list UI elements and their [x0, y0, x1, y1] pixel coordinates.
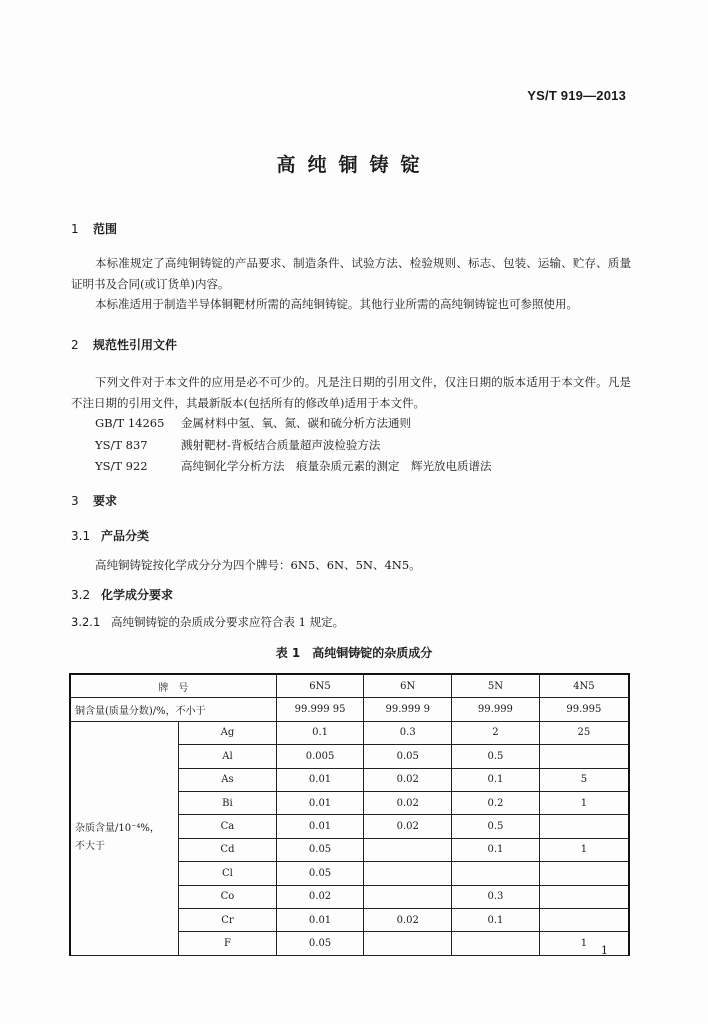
reference-item [95, 458, 492, 474]
reference-item [95, 437, 380, 453]
value-cell: 0.2 [452, 791, 540, 814]
page-number: 1 [601, 944, 608, 957]
subsection-title: 化学成分要求 [101, 588, 174, 602]
clause-number: 3.2.1 [71, 615, 101, 629]
value-cell: 0.01 [276, 791, 364, 814]
value-cell: 0.05 [276, 862, 364, 885]
value-cell [539, 745, 629, 768]
element-cell: Co [179, 885, 277, 908]
value-cell: 0.1 [452, 768, 540, 791]
reference-code: YS/T 922 [95, 459, 148, 473]
value-cell: 0.3 [364, 721, 452, 744]
value-cell: 0.02 [364, 768, 452, 791]
references-paragraph: 下列文件对于本文件的应用是必不可少的。凡是注日期的引用文件，仅注日期的版本适用于本文件。凡是不注日期的引用文件，其最新版本(包括所有的修改单)适用于本文件。 [71, 375, 631, 410]
element-cell: Ag [179, 721, 277, 744]
element-cell: Cr [179, 908, 277, 931]
reference-code: YS/T 837 [95, 438, 148, 452]
table-header-row [70, 674, 629, 698]
copper-content-label: 铜含量(质量分数)/%，不小于 [70, 698, 276, 721]
value-cell: 0.1 [452, 908, 540, 931]
scope-paragraph-2: 本标准适用于制造半导体铜靶材所需的高纯铜铸锭。其他行业所需的高纯铜铸锭也可参照使用。 [95, 297, 578, 311]
value-cell: 25 [539, 721, 629, 744]
impurity-table [69, 673, 630, 956]
reference-title: 金属材料中氢、氧、氮、碳和硫分析方法通则 [181, 416, 411, 430]
value-cell [364, 932, 452, 955]
element-cell: Cl [179, 862, 277, 885]
reference-code: GB/T 14265 [95, 416, 165, 430]
value-cell: 0.05 [276, 932, 364, 955]
value-cell: 2 [452, 721, 540, 744]
reference-title: 溅射靶材-背板结合质量超声波检验方法 [181, 438, 381, 452]
subsection-number: 3.1 [71, 529, 91, 543]
value-cell [364, 838, 452, 861]
section-number: 1 [71, 222, 79, 236]
element-cell: Al [179, 745, 277, 768]
grade-header: 6N5 [276, 674, 364, 698]
copper-value: 99.999 9 [364, 698, 452, 721]
grade-header: 6N [364, 674, 452, 698]
value-cell [364, 885, 452, 908]
element-cell: As [179, 768, 277, 791]
value-cell [364, 862, 452, 885]
element-cell: Cd [179, 838, 277, 861]
value-cell [452, 862, 540, 885]
classification-text: 高纯铜铸锭按化学成分分为四个牌号：6N5、6N、5N、4N5。 [95, 558, 421, 572]
subsection-3-1-heading [71, 527, 149, 544]
reference-title: 高纯铜化学分析方法 痕量杂质元素的测定 辉光放电质谱法 [181, 459, 492, 473]
value-cell [539, 885, 629, 908]
value-cell [452, 932, 540, 955]
value-cell: 1 [539, 791, 629, 814]
copper-value: 99.995 [539, 698, 629, 721]
standard-code: YS/T 919—2013 [527, 88, 626, 103]
subsection-title: 产品分类 [101, 529, 150, 543]
reference-item [95, 415, 411, 431]
value-cell: 0.02 [364, 815, 452, 838]
value-cell [539, 908, 629, 931]
section-title: 要求 [93, 494, 118, 508]
grade-header-label: 牌 号 [70, 674, 276, 698]
section-title: 范围 [93, 222, 118, 236]
table-caption: 表 1 高纯铜铸锭的杂质成分 [275, 646, 433, 660]
impurity-label-cell [70, 721, 179, 955]
subsection-number: 3.2 [71, 588, 91, 602]
document-title: 高纯铜铸锭 [276, 154, 432, 176]
value-cell: 0.1 [276, 721, 364, 744]
value-cell: 0.3 [452, 885, 540, 908]
value-cell: 0.005 [276, 745, 364, 768]
copper-content-row [70, 698, 629, 721]
copper-value: 99.999 [452, 698, 540, 721]
value-cell: 0.01 [276, 815, 364, 838]
value-cell: 0.5 [452, 745, 540, 768]
section-number: 3 [71, 494, 79, 508]
value-cell: 0.02 [364, 791, 452, 814]
impurity-label-line: 杂质含量/10⁻⁴%， [75, 823, 160, 835]
scope-paragraph-1: 本标准规定了高纯铜铸锭的产品要求、制造条件、试验方法、检验规则、标志、包装、运输、贮存、质量证明书及合同(或订货单)内容。 [71, 256, 631, 291]
value-cell: 0.05 [364, 745, 452, 768]
subsection-3-2-heading [71, 586, 173, 603]
table-row [70, 721, 629, 744]
impurity-label-line: 不大于 [75, 841, 105, 853]
section-2-heading [71, 336, 177, 353]
clause-text: 高纯铜铸锭的杂质成分要求应符合表 1 规定。 [111, 615, 345, 629]
clause-3-2-1 [71, 614, 344, 630]
grade-header: 5N [452, 674, 540, 698]
value-cell: 0.01 [276, 768, 364, 791]
value-cell [539, 815, 629, 838]
grade-header: 4N5 [539, 674, 629, 698]
value-cell: 0.5 [452, 815, 540, 838]
value-cell [539, 862, 629, 885]
value-cell: 1 [539, 932, 629, 955]
value-cell: 0.05 [276, 838, 364, 861]
section-1-heading [71, 220, 117, 237]
element-cell: Ca [179, 815, 277, 838]
value-cell: 0.01 [276, 908, 364, 931]
value-cell: 1 [539, 838, 629, 861]
element-cell: Bi [179, 791, 277, 814]
section-number: 2 [71, 338, 79, 352]
section-3-heading [71, 492, 117, 509]
copper-value: 99.999 95 [276, 698, 364, 721]
value-cell: 5 [539, 768, 629, 791]
value-cell: 0.02 [364, 908, 452, 931]
value-cell: 0.1 [452, 838, 540, 861]
section-title: 规范性引用文件 [93, 338, 178, 352]
value-cell: 0.02 [276, 885, 364, 908]
element-cell: F [179, 932, 277, 955]
